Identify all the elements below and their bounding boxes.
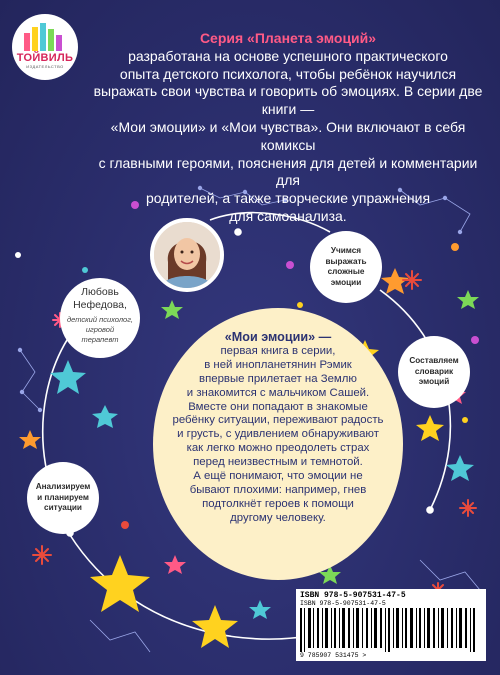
book-title: «Мои эмоции» — bbox=[224, 330, 332, 344]
star-icon bbox=[249, 600, 271, 619]
star-icon bbox=[457, 290, 479, 309]
summary-line: перед неизвестным и темнотой. bbox=[193, 456, 363, 469]
constellation-icon bbox=[420, 560, 480, 590]
summary-line: подтолкнёт героев к помощи bbox=[202, 497, 354, 510]
isbn-text: ISBN 978-5-907531-47-5 bbox=[300, 591, 406, 600]
summary-line: А ещё понимают, что эмоции не bbox=[193, 470, 363, 483]
summary-line: Вместе они попадают в знакомые bbox=[188, 400, 368, 413]
star-icon bbox=[164, 555, 186, 574]
series-title: Серия «Планета эмоций» bbox=[199, 30, 377, 46]
bubble-line: Учимся bbox=[330, 246, 362, 255]
description-line: для самоанализа. bbox=[229, 207, 347, 224]
logo-subtitle: ИЗДАТЕЛЬСТВО bbox=[26, 64, 64, 69]
logo-name: ТОЙВИЛЬ bbox=[16, 52, 74, 64]
logo-buildings-icon bbox=[22, 23, 68, 51]
description-line: «Мои эмоции» и «Мои чувства». Они включают в себя комиксы bbox=[110, 118, 466, 153]
dot bbox=[82, 267, 88, 273]
bubble-line: эмоции bbox=[330, 277, 362, 287]
bubble-line: и планируем bbox=[37, 492, 89, 502]
star-icon bbox=[90, 555, 150, 612]
summary-line: ребёнку ситуации, переживают радость bbox=[172, 414, 384, 427]
summary-line: в ней инопланетянин Рэмик bbox=[204, 358, 352, 371]
bubble-line: Составляем bbox=[409, 356, 459, 366]
summary-line: и знакомится с мальчиком Сашей. bbox=[186, 386, 370, 399]
constellation-icon bbox=[20, 350, 40, 410]
dot bbox=[15, 252, 21, 258]
author-role-line: детский психолог, bbox=[66, 315, 134, 324]
orbit-dot bbox=[235, 229, 241, 235]
burst-icon bbox=[460, 500, 476, 516]
dot bbox=[451, 243, 459, 251]
description-line: выражать свои чувства и говорить об эмоциях. В серии две книги — bbox=[93, 83, 483, 118]
author-name-line2: Нефедова, bbox=[73, 299, 127, 311]
summary-line: другому человеку. bbox=[230, 511, 326, 524]
summary-line: первая книга в серии, bbox=[220, 344, 336, 357]
dot bbox=[286, 261, 294, 269]
star-icon bbox=[192, 605, 238, 648]
feature-bubble-emotion-dictionary bbox=[398, 336, 470, 408]
bubble-line: эмоций bbox=[418, 377, 450, 387]
summary-line: бывают плохими: например, гнев bbox=[189, 483, 367, 496]
bubble-line: ситуации bbox=[44, 503, 82, 513]
star-icon bbox=[161, 300, 183, 319]
barcode-digits: 9 785907 531475 > bbox=[300, 652, 367, 659]
author-role-line: игровой bbox=[85, 325, 115, 334]
description-line: опыта детского психолога, чтобы ребёнок научился bbox=[119, 65, 457, 82]
summary-line: и грусть, с удивлением обнаруживают bbox=[177, 428, 379, 441]
orbit-dot bbox=[427, 507, 433, 513]
bubble-line: Анализируем bbox=[35, 482, 91, 492]
feature-bubble-express-emotions bbox=[310, 231, 382, 303]
barcode-icon bbox=[300, 608, 482, 652]
isbn-text-small: ISBN 978-5-907531-47-5 bbox=[300, 600, 386, 607]
summary-line: впервые прилетает на Землю bbox=[199, 372, 357, 385]
dot bbox=[121, 521, 129, 529]
dot bbox=[471, 336, 479, 344]
star-icon bbox=[446, 455, 474, 481]
author-name-line1: Любовь bbox=[81, 286, 119, 298]
isbn-barcode-block bbox=[296, 589, 486, 661]
author-portrait-icon bbox=[154, 222, 220, 288]
author-photo bbox=[150, 218, 224, 292]
book-summary-circle bbox=[153, 308, 403, 580]
author-role-line: терапевт bbox=[81, 335, 119, 344]
description-line: с главными героями, пояснения для детей и комментарии для bbox=[98, 154, 478, 189]
author-card bbox=[60, 278, 140, 358]
dot bbox=[297, 302, 303, 308]
burst-icon bbox=[403, 271, 421, 289]
star-icon bbox=[92, 405, 118, 428]
description-line: родителей, а также творческие упражнения bbox=[145, 190, 431, 207]
description-line: разработана на основе успешного практического bbox=[128, 47, 448, 64]
burst-icon bbox=[33, 546, 51, 564]
series-description bbox=[88, 30, 488, 226]
dot bbox=[462, 417, 468, 423]
bubble-line: выражать bbox=[325, 256, 367, 266]
star-icon bbox=[19, 430, 41, 449]
constellation-icon bbox=[90, 620, 150, 652]
bubble-line: сложные bbox=[327, 267, 365, 276]
bubble-line: словарик bbox=[414, 366, 454, 376]
star-icon bbox=[416, 415, 444, 441]
feature-bubble-analyze-situations bbox=[27, 462, 99, 534]
publisher-logo[interactable] bbox=[12, 14, 78, 80]
summary-line: как легко можно преодолеть страх bbox=[186, 442, 370, 455]
